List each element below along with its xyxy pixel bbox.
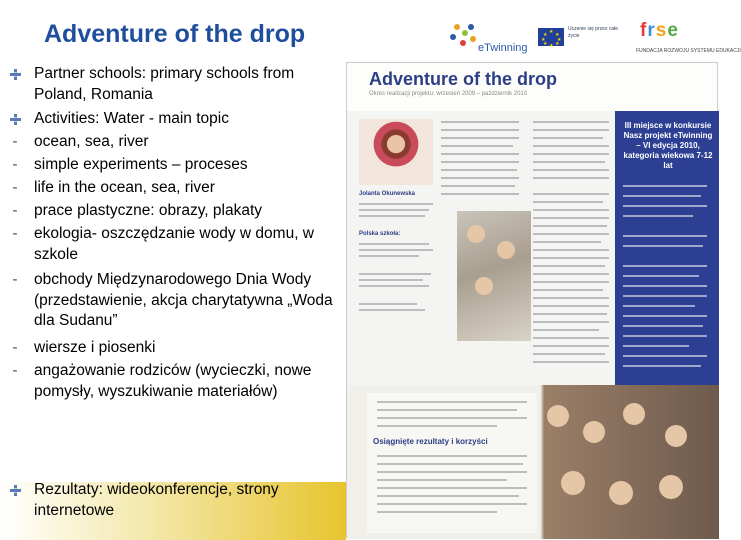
etwinning-logo xyxy=(440,20,532,58)
students-experiment-photo xyxy=(457,211,531,341)
teacher-portrait-photo xyxy=(359,119,433,185)
bullet-text: ekologia- oszczędzanie wody w domu, w szkole xyxy=(34,225,314,263)
frse-logo xyxy=(636,20,741,58)
bullet-text: Water - main topic xyxy=(99,110,229,127)
dash-bullet: - xyxy=(12,179,18,196)
frse-wordmark: frse xyxy=(640,20,679,41)
dash-bullet: - xyxy=(12,271,18,288)
dash-bullet: - xyxy=(12,202,18,219)
partner-logos xyxy=(440,20,741,58)
bullet-text: angażowanie rodziców (wycieczki, nowe pomysły, wyszukiwanie materiałów) xyxy=(34,362,312,400)
bullet-label: Activities: xyxy=(34,110,100,127)
bullet-text: wiersze i piosenki xyxy=(34,339,156,356)
classroom-photo xyxy=(347,385,719,539)
bullet-label: Partner schools: xyxy=(34,65,146,82)
dash-bullet: - xyxy=(12,339,18,356)
magazine-header xyxy=(347,63,717,111)
portrait-caption: Jolanta Okunewska xyxy=(359,191,416,197)
eu-flag-icon: ★ ★ ★ ★ ★ ★ ★ ★ xyxy=(538,28,564,46)
dash-bullet: - xyxy=(12,133,18,150)
bullet-text: ocean, sea, river xyxy=(34,133,149,150)
dash-bullet: - xyxy=(12,225,18,242)
dash-bullet: - xyxy=(12,156,18,173)
dash-bullet: - xyxy=(12,362,18,379)
eu-lifelong-learning-logo xyxy=(538,22,630,56)
cross-bullet-icon xyxy=(4,64,26,87)
bullet-text: life in the ocean, sea, river xyxy=(34,179,215,196)
cross-bullet-icon xyxy=(4,480,26,503)
bullet-text: obchody Międzynarodowego Dnia Wody (przedstawienie, akcja charytatywna „Woda dla Sudanu” xyxy=(34,271,333,329)
eu-program-text: Uczenie się przez całe życie xyxy=(568,26,619,39)
slide-title: Adventure of the drop xyxy=(44,20,306,48)
award-title: III miejsce w konkursie Nasz projekt eTwinning – VI edycja 2010, kategoria wiekowa 7-12 lat xyxy=(623,121,713,170)
results-heading: Osiągnięte rezultaty i korzyści xyxy=(373,437,488,446)
magazine-page-image xyxy=(346,62,718,538)
etwinning-wordmark: eTwinning xyxy=(478,42,528,54)
award-sidebar xyxy=(615,111,719,391)
frse-subtitle: FUNDACJA ROZWOJU SYSTEMU EDUKACJI xyxy=(636,48,741,54)
bullet-text: primary schools from Poland, Romania xyxy=(34,65,295,103)
school-caption: Polska szkoła: xyxy=(359,231,401,237)
bullet-text: prace plastyczne: obrazy, plakaty xyxy=(34,202,263,219)
cross-bullet-icon xyxy=(4,109,26,132)
magazine-title: Adventure of the drop xyxy=(369,69,557,89)
bullet-label: Rezultaty: xyxy=(34,481,103,498)
magazine-subtitle: Okres realizacji projektu: wrzesień 2009 – październik 2010 xyxy=(369,91,528,97)
bullet-text: simple experiments – proceses xyxy=(34,156,248,173)
bullet-text: wideokonferencje, strony internetowe xyxy=(34,481,279,519)
